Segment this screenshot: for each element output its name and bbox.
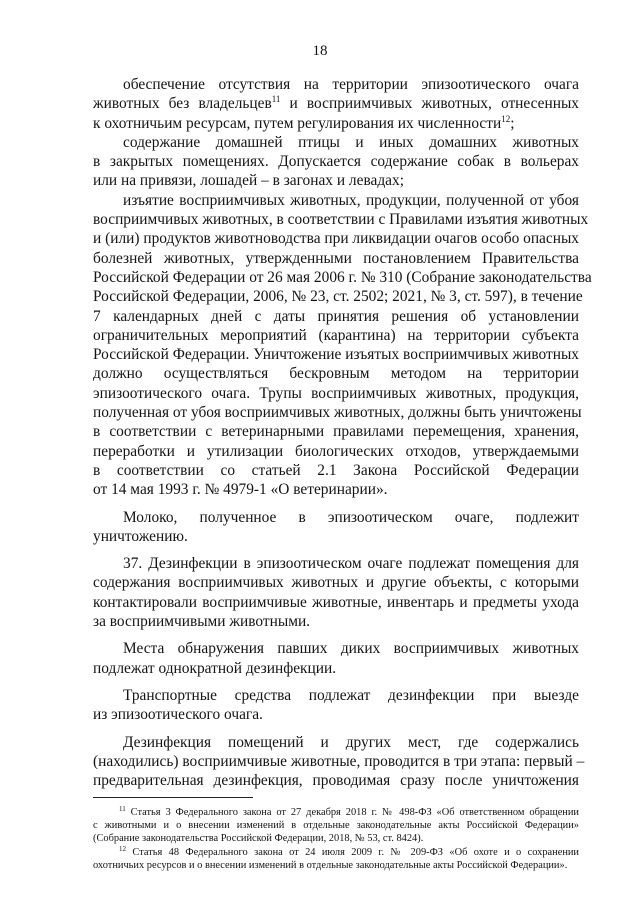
footnote-reference: 11	[271, 94, 281, 105]
footnote-line: (Собрание законодательства Российской Федерации, 2018, № 53, ст. 8424).	[93, 833, 424, 845]
paragraph	[93, 191, 592, 500]
footnote-separator	[93, 797, 253, 798]
text-line: должно осуществляться бескровным методом на территории	[93, 365, 579, 383]
footnote	[93, 846, 579, 872]
text-line: переработки и утилизации биологических отходов, утверждаемыми	[93, 442, 579, 460]
footnote-mark: 11	[119, 805, 126, 813]
text-line: обеспечение отсутствия на территории эпизоотического очага	[123, 76, 579, 93]
text-line: Дезинфекция помещений и других мест, где содержались	[123, 733, 579, 751]
paragraph-gap	[93, 678, 579, 686]
text-line: предварительная дезинфекция, проводимая сразу после уничтожения	[93, 772, 579, 790]
footnote	[93, 806, 579, 846]
text-line: содержание домашней птицы и иных домашних животных	[123, 133, 579, 151]
paragraph-gap	[93, 546, 579, 554]
footnotes	[93, 806, 579, 872]
paragraph	[93, 133, 579, 191]
text-line: Места обнаружения павших диких восприимчивых животных	[123, 640, 579, 658]
text-line: 7 календарных дней с даты принятия решения об установлении	[93, 307, 579, 325]
paragraph-gap	[93, 500, 579, 508]
text-line: изъятие восприимчивых животных, продукции, полученной от убоя	[123, 191, 579, 209]
text-line: Транспортные средства подлежат дезинфекции при выезде	[123, 686, 579, 704]
footnote-mark: 12	[119, 844, 126, 853]
text-line: и (или) продуктов животноводства при ликвидации очагов особо опасных	[93, 230, 579, 248]
text-line: животных без владельцев$^{11}$ и восприимчивых животных, отнесенных	[93, 94, 579, 113]
text-line: в соответствии с ветеринарными правилами перемещения, хранения,	[93, 423, 579, 441]
text-line: в закрытых помещениях. Допускается содержание собак в вольерах	[93, 153, 579, 171]
text-line: за восприимчивыми животными.	[93, 613, 311, 631]
text-line: полученная от убоя восприимчивых животных, должны быть уничтожены	[93, 404, 582, 422]
footnote-line: $^{11}$ Статья 3 Федерального закона от 27 декабря 2018 г. № 498-ФЗ «Об ответственном обращении	[119, 805, 579, 818]
body-text	[93, 75, 592, 790]
text-line: или на привязи, лошадей – в загонах и левадах;	[93, 172, 404, 190]
text-line: Российской Федерации от 26 мая 2006 г. № 310 (Собрание законодательства	[93, 268, 592, 286]
text-line: Российской Федерации, 2006, № 23, ст. 2502; 2021, № 3, ст. 597), в течение	[93, 288, 583, 306]
paragraph	[93, 75, 579, 133]
text-line: Российской Федерации. Уничтожение изъятых восприимчивых животных	[93, 346, 579, 364]
paragraph	[93, 733, 585, 791]
paragraph-gap	[93, 725, 579, 733]
text-line: Молоко, полученное в эпизоотическом очаге, подлежит	[123, 508, 579, 526]
footnote-line: охотничьих ресурсов и о внесении изменений в отдельные законодательные акты Российской Федерации».	[93, 859, 568, 871]
text-line: (находились) восприимчивые животные, проводится в три этапа: первый –	[93, 752, 585, 770]
text-line: болезней животных, утвержденными постановлением Правительства	[93, 249, 579, 267]
text-line: к охотничьим ресурсам, путем регулирования их численности$^{12}$;	[93, 113, 515, 132]
paragraph	[93, 639, 579, 678]
text-line: уничтожению.	[93, 527, 188, 545]
footnote-reference: 12	[501, 113, 511, 124]
footnote-line: с животными и о внесении изменений в отдельные законодательные акты Российской Федерации»	[93, 820, 579, 832]
text-line: содержания восприимчивых животных и другие объекты, с которыми	[93, 574, 579, 592]
paragraph	[93, 554, 579, 631]
paragraph	[93, 686, 579, 725]
text-line: ограничительных мероприятий (карантина) на территории субъекта	[93, 326, 579, 344]
footnote-line: $^{12}$ Статья 48 Федерального закона от 24 июля 2009 г. № 209-ФЗ «Об охоте и о сохранении	[119, 844, 579, 858]
page-number: 18	[312, 43, 328, 59]
paragraph-gap	[93, 631, 579, 639]
text-line: эпизоотического очага. Трупы восприимчивых животных, продукция,	[93, 384, 579, 402]
text-line: из эпизоотического очага.	[93, 706, 263, 724]
text-line: от 14 мая 1993 г. № 4979-1 «О ветеринарии».	[93, 481, 388, 499]
text-line: подлежат однократной дезинфекции.	[93, 659, 337, 677]
text-line: восприимчивых животных, в соответствии с Правилами изъятия животных	[93, 211, 589, 229]
text-line: в соответствии со статьей 2.1 Закона Российской Федерации	[93, 461, 579, 479]
text-line: 37. Дезинфекции в эпизоотическом очаге подлежат помещения для	[123, 555, 579, 573]
paragraph	[93, 508, 579, 547]
text-line: контактировали восприимчивые животные, инвентарь и предметы ухода	[93, 593, 579, 611]
